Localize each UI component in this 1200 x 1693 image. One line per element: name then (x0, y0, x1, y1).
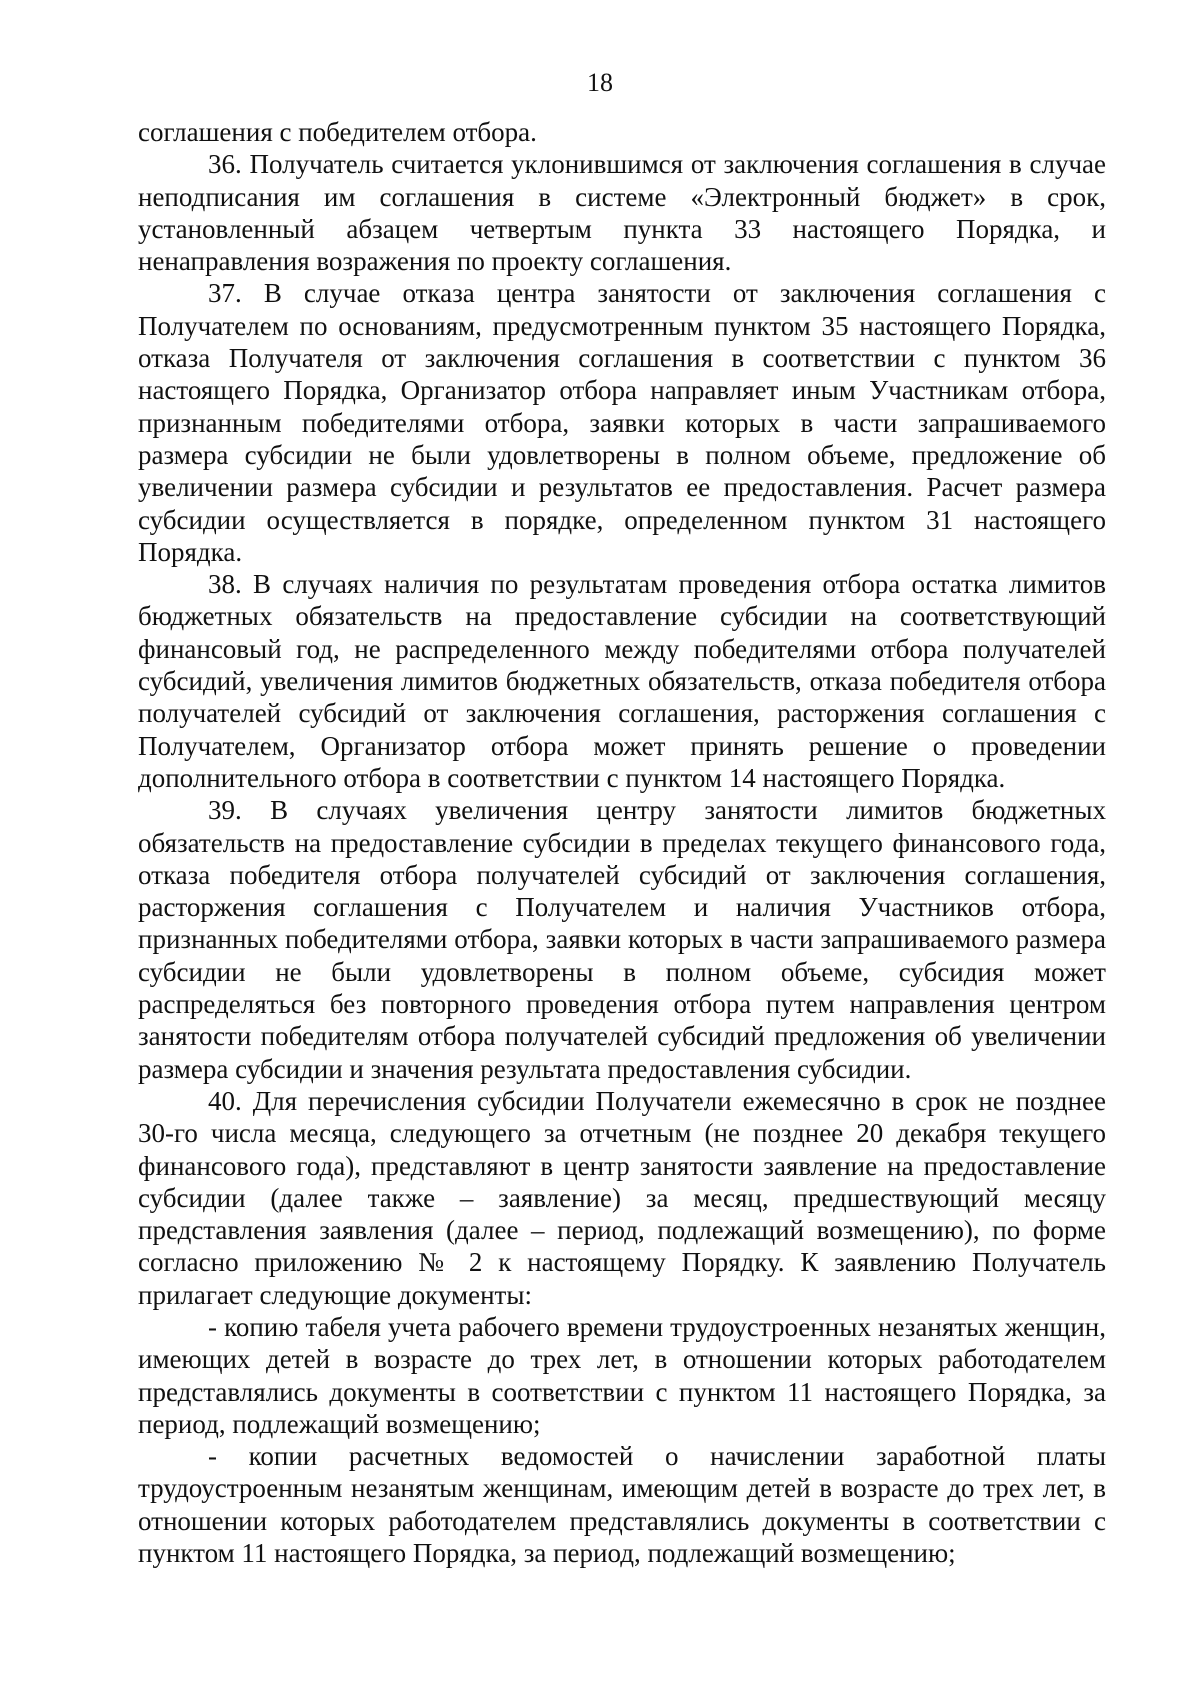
list-item-payroll: - копии расчетных ведомостей о начислении заработной платы трудоустроенным незанятым женщинам, имеющим детей в возрасте до трех лет, в отношении которых работодателем представлялись документы в соответствии с пунктом 11 настоящего Порядка, за период, подлежащий возмещению; (138, 1441, 1106, 1569)
paragraph-37: 37. В случае отказа центра занятости от заключения соглашения с Получателем по основаниям, предусмотренным пунктом 35 настоящего Порядка, отказа Получателя от заключения соглашения в соответствии с пунктом 36 настоящего Порядка, Организатор отбора направляет иным Участникам отбора, признанным победителями отбора, заявки которых в части запрашиваемого размера субсидии не были удовлетворены в полном объеме, предложение об увеличении размера субсидии и результатов ее предоставления. Расчет размера субсидии осуществляется в порядке, определенном пунктом 31 настоящего Порядка. (138, 278, 1106, 567)
paragraph-continuation: соглашения с победителем отбора. (138, 117, 537, 147)
list-item-timesheet: - копию табеля учета рабочего времени трудоустроенных незанятых женщин, имеющих детей в возрасте до трех лет, в отношении которых работодателем представлялись документы в соответствии с пунктом 11 настоящего Порядка, за период, подлежащий возмещению; (138, 1311, 1106, 1439)
paragraph-36: 36. Получатель считается уклонившимся от заключения соглашения в случае неподписания им соглашения в системе «Электронный бюджет» в срок, установленный абзацем четвертым пункта 33 настоящего Порядка, и ненаправления возражения по проекту соглашения. (138, 149, 1106, 277)
paragraph-39: 39. В случаях увеличения центру занятости лимитов бюджетных обязательств на предоставление субсидии в пределах текущего финансового года, отказа победителя отбора получателей субсидий от заключения соглашения, расторжения соглашения с Получателем и наличия Участников отбора, признанных победителями отбора, заявки которых в части запрашиваемого размера субсидии не были удовлетворены в полном объеме, субсидия может распределяться без повторного проведения отбора путем направления центром занятости победителям отбора получателей субсидий предложения об увеличении размера субсидии и значения результата предоставления субсидии. (138, 795, 1106, 1084)
document-body (138, 116, 1106, 1569)
paragraph-38: 38. В случаях наличия по результатам проведения отбора остатка лимитов бюджетных обязательств на предоставление субсидии на соответствующий финансовый год, не распределенного между победителями отбора получателей субсидий, увеличения лимитов бюджетных обязательств, отказа победителя отбора получателей субсидий от заключения соглашения, расторжения соглашения с Получателем, Организатор отбора может принять решение о проведении дополнительного отбора в соответствии с пунктом 14 настоящего Порядка. (138, 569, 1106, 793)
paragraph-40: 40. Для перечисления субсидии Получатели ежемесячно в срок не позднее 30-го числа месяца, следующего за отчетным (не позднее 20 декабря текущего финансового года), представляют в центр занятости заявление на предоставление субсидии (далее также – заявление) за месяц, предшествующий месяцу представления заявления (далее – период, подлежащий возмещению), по форме согласно приложению № 2 к настоящему Порядку. К заявлению Получатель прилагает следующие документы: (138, 1085, 1106, 1310)
page-number: 18 (587, 68, 613, 97)
